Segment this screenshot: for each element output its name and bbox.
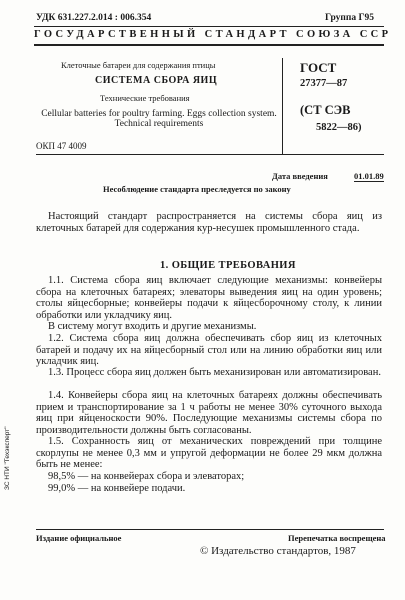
st-sev-number: 5822—86) [316,122,362,133]
paragraph-1-5: 1.5. Сохранность яиц от механических повреждений при толщине скорлупы не менее 0,3 мм и упругой деформации не более 29 мкм должна быть не менее: [36,436,382,470]
section-title: 1. ОБЩИЕ ТРЕБОВАНИЯ [160,260,296,271]
legal-notice: Несоблюдение стандарта преследуется по закону [103,184,291,194]
block-separator [282,58,283,154]
paragraph-1-1: 1.1. Система сбора яиц включает следующие механизмы: конвейеры сбора на клеточных батареях; элеваторы выведения яиц на один уровень; столы яйцесборные; конвейеры подачи к яйцесборочному столу, к линии обработки или укладчику яиц. [36,275,382,321]
paragraph-1-2: 1.2. Система сбора яиц должна обеспечивать сбор яиц из клеточных батарей и подачу их на яйцесборный стол или на линию обработки яиц или укладчик яиц. [36,333,382,367]
gost-number: 27377—87 [300,78,348,89]
gost-label: ГОСТ [300,60,337,75]
paragraph-1-1-note: В систему могут входить и другие механизмы. [48,321,257,332]
title-block-bottom [36,154,384,155]
standard-title: ГОСУДАРСТВЕННЫЙ СТАНДАРТ СОЮЗА ССР [34,29,392,40]
footer-divider [36,529,384,530]
footer-reprint: Перепечатка воспрещена [288,533,386,543]
intro-paragraph: Настоящий стандарт распространяется на системы сбора яиц из клеточных батарей для содержания кур-несушек промышленного стада. [36,211,382,234]
okp-code: ОКП 47 4009 [36,141,87,151]
list-item: 98,5% — на конвейерах сбора и элеваторах; [48,471,245,482]
intro-date-label: Дата введения [272,171,328,181]
footer-edition: Издание официальное [36,533,122,543]
title-line-3: Технические требования [100,93,190,103]
title-block [36,58,282,156]
header-divider-top [34,26,384,27]
title-line-2: СИСТЕМА СБОРА ЯИЦ [95,75,218,86]
header-divider-bottom [34,44,384,46]
english-title: Cellular batteries for poultry farming. Eggs collection system. Technical requirements [41,109,277,129]
st-sev-label: (СТ СЭВ [300,103,351,117]
udk-code: УДК 631.227.2.014 : 006.354 [36,13,152,23]
intro-date-value: 01.01.89 [354,171,384,181]
paragraph-1-3: 1.3. Процесс сбора яиц должен быть механизирован или автоматизирован. [48,367,381,378]
paragraph-1-4: 1.4. Конвейеры сбора яиц на клеточных батареях должны обеспечивать прием и транспортирование за 1 ч работы не менее 30% суточного выхода яиц при яйценоскости 90%. Последующие механизмы системы сбора по производительности должны быть согласованы. [36,390,382,436]
group-code: Группа Г95 [325,13,374,23]
list-item: 99,0% — на конвейере подачи. [48,483,186,494]
title-line-1: Клеточные батареи для содержания птицы [61,60,216,70]
side-watermark: ЗС НТИ "Техэксперт" [4,426,11,490]
copyright: © Издательство стандартов, 1987 [200,545,356,557]
